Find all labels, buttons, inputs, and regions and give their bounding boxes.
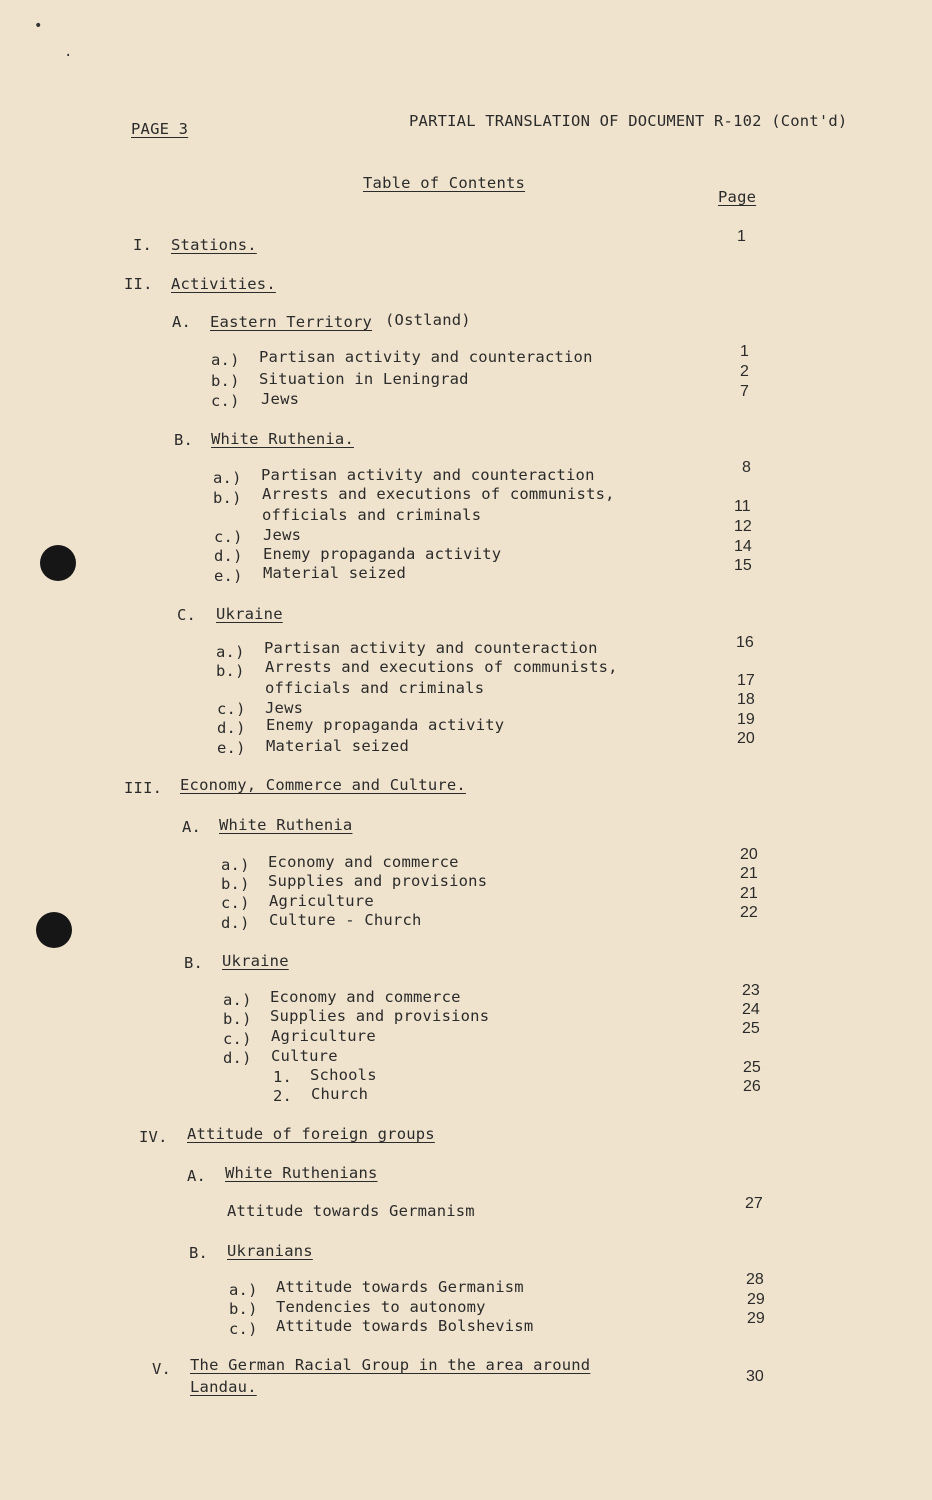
item-letter: c.) [217,700,246,718]
section-number: II. [124,275,153,293]
item-text: Supplies and provisions [270,1007,490,1025]
item-letter: d.) [214,547,243,565]
page-number: 28 [746,1271,764,1288]
item-letter: b.) [223,1010,252,1028]
section-number: III. [124,779,163,797]
toc-title: Table of Contents [363,174,526,192]
item-letter: c.) [211,392,240,410]
sub-item-number: 1. [273,1068,293,1086]
item-text: Agriculture [271,1027,376,1045]
item-letter: a.) [221,856,250,874]
subsection-title: Ukraine [216,605,283,623]
page-number: 2 [740,363,749,380]
section-title-continued: Landau. [190,1378,257,1396]
item-text-continued: officials and criminals [265,679,485,697]
page-number: 21 [740,865,758,882]
item-text: Jews [261,390,300,408]
section-number: V. [152,1360,172,1378]
item-text: Enemy propaganda activity [266,716,505,734]
item-text: Partisan activity and counteraction [264,639,598,657]
subsection-letter: A. [187,1167,207,1185]
item-letter: a.) [223,991,252,1009]
punch-hole [40,545,76,581]
section-title: The German Racial Group in the area around [190,1356,591,1374]
page-number: 22 [740,904,758,921]
item-letter: c.) [229,1320,258,1338]
item-letter: b.) [211,372,240,390]
page-number: 16 [736,634,754,651]
page-number: 1 [740,343,749,360]
item-letter: a.) [213,469,242,487]
page-number: 20 [740,846,758,863]
item-letter: b.) [216,662,245,680]
item-text: Enemy propaganda activity [263,545,502,563]
item-letter: d.) [217,719,246,737]
corner-mark: • [34,18,43,34]
page-number: 29 [747,1310,765,1327]
document-title: PARTIAL TRANSLATION OF DOCUMENT R-102 (Cont'd) [409,112,848,130]
corner-mark: · [64,48,73,64]
subsection-title: White Ruthenians [225,1164,378,1182]
page-number: 14 [734,538,752,555]
item-letter: b.) [221,875,250,893]
page-number: 23 [742,982,760,999]
section-title: Stations. [171,236,257,254]
sub-item-text: Church [311,1085,369,1103]
page-number: 19 [737,711,755,728]
item-text-continued: officials and criminals [262,506,482,524]
punch-hole [36,912,72,948]
page-number: 7 [740,383,749,400]
page-number: 25 [742,1020,760,1037]
item-text: Partisan activity and counteraction [259,348,593,366]
page-number: 18 [737,691,755,708]
item-text: Attitude towards Germanism [276,1278,524,1296]
page-number: 29 [747,1291,765,1308]
page-number: 12 [734,518,752,535]
item-letter: e.) [217,739,246,757]
page-number: 20 [737,730,755,747]
page-number: 30 [746,1368,764,1385]
subsection-letter: A. [172,313,192,331]
item-text: Partisan activity and counteraction [261,466,595,484]
item-text: Jews [263,526,302,544]
item-text: Attitude towards Germanism [227,1202,475,1220]
sub-item-number: 2. [273,1087,293,1105]
item-text: Supplies and provisions [268,872,488,890]
item-letter: a.) [216,643,245,661]
item-letter: c.) [221,894,250,912]
subsection-title: Ukraine [222,952,289,970]
subsection-letter: C. [177,606,197,624]
item-letter: c.) [214,528,243,546]
subsection-letter: B. [189,1244,209,1262]
subsection-letter: A. [182,818,202,836]
section-number: I. [133,236,153,254]
section-title: Economy, Commerce and Culture. [180,776,466,794]
subsection-letter: B. [184,954,204,972]
item-text: Culture - Church [269,911,422,929]
subsection-title-suffix: (Ostland) [385,311,471,329]
item-letter: b.) [213,489,242,507]
item-text: Tendencies to autonomy [276,1298,486,1316]
page-number: 24 [742,1001,760,1018]
sub-item-text: Schools [310,1066,377,1084]
page-number: 1 [737,228,746,245]
item-text: Material seized [266,737,409,755]
section-title: Attitude of foreign groups [187,1125,435,1143]
item-text: Arrests and executions of communists, [265,658,618,676]
page-number: 15 [734,557,752,574]
item-text: Culture [271,1047,338,1065]
page-number: 25 [743,1059,761,1076]
item-text: Situation in Leningrad [259,370,469,388]
item-text: Attitude towards Bolshevism [276,1317,534,1335]
page-label: PAGE 3 [131,120,189,138]
item-text: Material seized [263,564,406,582]
subsection-letter: B. [174,431,194,449]
item-text: Agriculture [269,892,374,910]
item-text: Economy and commerce [270,988,461,1006]
item-text: Economy and commerce [268,853,459,871]
subsection-title: White Ruthenia. [211,430,354,448]
item-letter: d.) [221,914,250,932]
item-text: Arrests and executions of communists, [262,485,615,503]
page-number: 27 [745,1195,763,1212]
section-title: Activities. [171,275,276,293]
item-letter: a.) [229,1281,258,1299]
page-number: 11 [734,498,751,515]
page-number: 17 [737,672,755,689]
item-letter: d.) [223,1049,252,1067]
page-number: 8 [742,459,751,476]
subsection-title: Ukranians [227,1242,313,1260]
subsection-title: Eastern Territory [210,313,373,331]
item-letter: a.) [211,351,240,369]
subsection-title: White Ruthenia [219,816,353,834]
section-number: IV. [139,1128,168,1146]
item-letter: c.) [223,1030,252,1048]
item-text: Jews [265,699,304,717]
item-letter: b.) [229,1300,258,1318]
page-number: 21 [740,885,758,902]
page-number: 26 [743,1078,761,1095]
page-column-header: Page [718,188,757,206]
item-letter: e.) [214,567,243,585]
